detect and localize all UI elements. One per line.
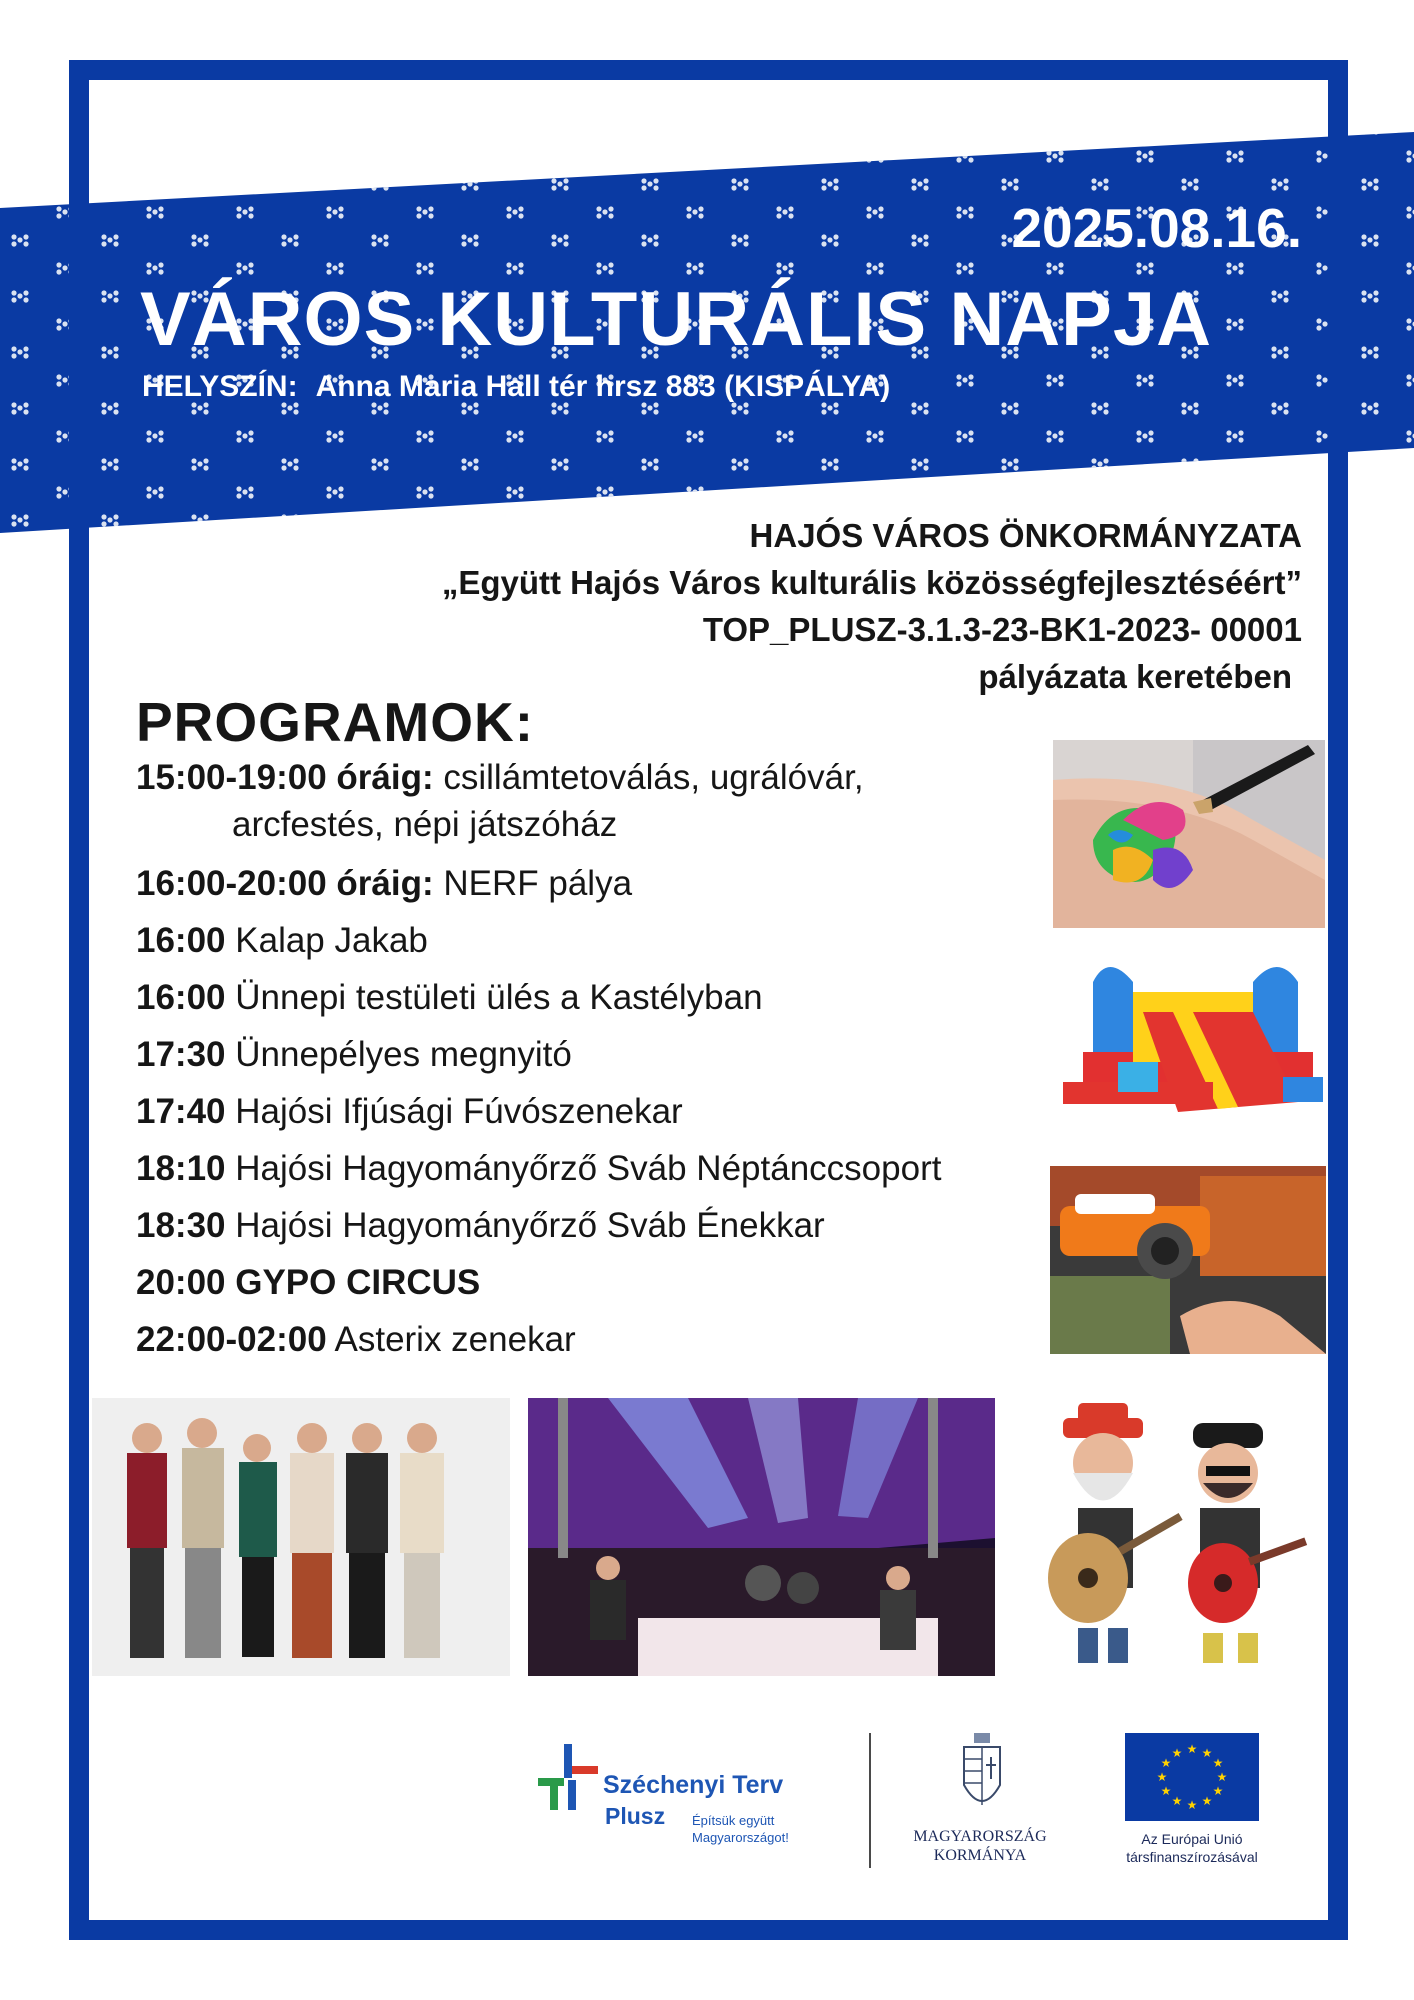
program-text: NERF pálya — [433, 864, 633, 903]
svg-text:★: ★ — [1216, 1770, 1228, 1784]
hungarian-coat-of-arms-icon — [960, 1733, 1004, 1823]
program-time: 22:00-02:00 — [136, 1320, 327, 1359]
svg-text:★: ★ — [1201, 1746, 1213, 1760]
program-text: Ünnepi testületi ülés a Kastélyban — [225, 978, 763, 1017]
nerf-gun-photo — [1050, 1166, 1326, 1354]
program-text: Ünnepélyes megnyitó — [225, 1035, 572, 1074]
szechenyi-subtitle — [692, 1812, 789, 1846]
organizer-block — [442, 512, 1302, 700]
government-caption — [905, 1827, 1055, 1865]
program-time: 17:40 — [136, 1092, 226, 1131]
svg-text:★: ★ — [1212, 1784, 1224, 1798]
program-item — [136, 855, 1036, 912]
program-time: 18:10 — [136, 1149, 226, 1188]
program-item — [136, 1026, 1036, 1083]
program-text: Hajósi Hagyományőrző Sváb Néptánccsoport — [225, 1149, 942, 1188]
program-item — [136, 803, 1036, 855]
program-item — [136, 969, 1036, 1026]
program-time: 15:00-19:00 óráig: — [136, 758, 434, 797]
program-time: 17:30 — [136, 1035, 226, 1074]
program-time: 20:00 GYPO CIRCUS — [136, 1263, 481, 1302]
svg-text:★: ★ — [1201, 1794, 1213, 1808]
eu-flag-icon — [1125, 1733, 1259, 1821]
program-time: 16:00 — [136, 978, 226, 1017]
event-date: 2025.08.16. — [1011, 197, 1302, 259]
svg-text:★: ★ — [1186, 1742, 1198, 1756]
eu-line-1: Az Európai Unió — [1141, 1831, 1243, 1847]
szechenyi-sub-line-2: Magyarországot! — [692, 1830, 789, 1845]
program-text: Kalap Jakab — [225, 921, 428, 960]
program-text: csillámtetoválás, ugrálóvár, — [433, 758, 864, 797]
program-text: Hajósi Ifjúsági Fúvószenekar — [225, 1092, 683, 1131]
event-venue — [142, 370, 890, 404]
glitter-tattoo-photo — [1053, 740, 1325, 928]
svg-text:★: ★ — [1171, 1794, 1183, 1808]
program-list — [136, 753, 1036, 1368]
szechenyi-title: Széchenyi Terv — [603, 1771, 784, 1799]
concert-photo — [528, 1398, 995, 1676]
organizer-line-3: TOP_PLUSZ-3.1.3-23-BK1-2023- 00001 — [702, 611, 1302, 648]
program-time: 18:30 — [136, 1206, 226, 1245]
program-item — [136, 1311, 1036, 1368]
venue-text: Anna Maria Hall tér hrsz 883 (KISPÁLYA) — [315, 370, 891, 403]
logo-divider — [869, 1733, 871, 1868]
svg-text:★: ★ — [1171, 1746, 1183, 1760]
eu-caption — [1092, 1830, 1292, 1866]
organizer-line-2: „Együtt Hajós Város kulturális közösségfejlesztéséért” — [441, 564, 1302, 601]
szechenyi-plus: Plusz — [605, 1803, 666, 1829]
szechenyi-logo-icon — [538, 1744, 600, 1814]
event-title: VÁROS KULTURÁLIS NAPJA — [140, 277, 1212, 362]
svg-text:★: ★ — [1160, 1784, 1172, 1798]
program-text: Hajósi Hagyományőrző Sváb Énekkar — [225, 1206, 825, 1245]
svg-text:★: ★ — [1186, 1798, 1198, 1812]
program-time: 16:00 — [136, 921, 226, 960]
program-item — [136, 1140, 1036, 1197]
program-text: arcfestés, népi játszóház — [232, 805, 618, 844]
program-time: 16:00-20:00 óráig: — [136, 864, 434, 903]
cartoon-musicians — [1018, 1398, 1318, 1678]
organizer-line-1: HAJÓS VÁROS ÖNKORMÁNYZATA — [749, 517, 1302, 554]
program-item — [136, 1083, 1036, 1140]
eu-line-2: társfinanszírozásával — [1126, 1849, 1258, 1865]
program-item — [136, 912, 1036, 969]
svg-text:★: ★ — [1156, 1770, 1168, 1784]
szechenyi-sub-line-1: Építsük együtt — [692, 1813, 775, 1828]
gov-line-2: KORMÁNYA — [933, 1847, 1027, 1864]
program-item — [136, 1197, 1036, 1254]
programs-heading: PROGRAMOK: — [136, 691, 535, 753]
venue-label: HELYSZÍN: — [142, 370, 298, 403]
gov-line-1: MAGYARORSZÁG — [913, 1828, 1047, 1845]
organizer-line-4: pályázata keretében — [978, 658, 1292, 695]
program-item — [136, 753, 1036, 803]
band-photo — [92, 1398, 510, 1676]
bouncy-castle-photo — [1053, 952, 1325, 1132]
program-item — [136, 1254, 1036, 1311]
program-text: Asterix zenekar — [326, 1320, 576, 1359]
svg-text:★: ★ — [1160, 1756, 1172, 1770]
svg-text:★: ★ — [1212, 1756, 1224, 1770]
